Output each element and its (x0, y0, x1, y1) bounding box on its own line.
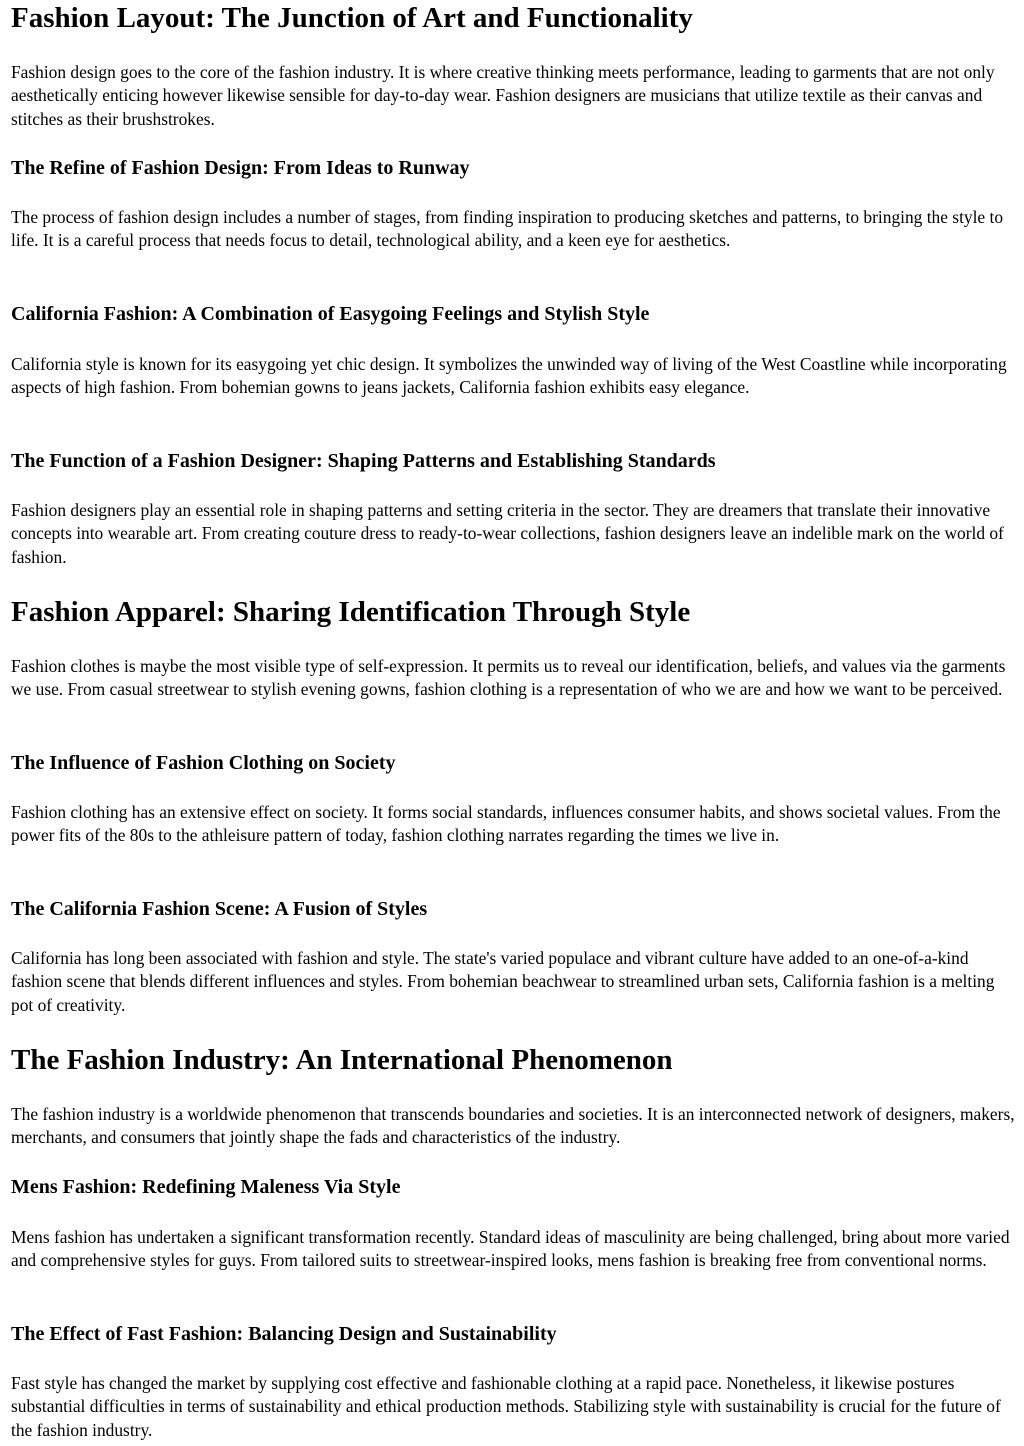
subsection-paragraph: California has long been associated with fashion and style. The state's varied populace and vibrant culture have added to an one-of-a-kind fashion scene that blends different influences and styles. From bohemian beachwear to streamlined urban sets, California fashion is a melting pot of creativity. (11, 948, 995, 1015)
section-heading: Fashion Layout: The Junction of Art and Functionality (11, 2, 693, 34)
section-paragraph: Fashion clothes is maybe the most visible type of self-expression. It permits us to reveal our identification, beliefs, and values via the garments we use. From casual streetwear to stylish evening gowns, fashion clothing is a representation of who we are and how we want to be perceived. (11, 656, 1006, 700)
subsection-heading: The Effect of Fast Fashion: Balancing Design and Sustainability (11, 1323, 557, 1345)
subsection-heading: The Refine of Fashion Design: From Ideas to Runway (11, 157, 470, 179)
subsection-paragraph: Fashion clothing has an extensive effect on society. It forms social standards, influences consumer habits, and shows societal values. From the power fits of the 80s to the athleisure pattern of today, fashion clothing narrates regarding the times we live in. (11, 802, 1001, 846)
subsection-heading: Mens Fashion: Redefining Maleness Via Style (11, 1176, 401, 1198)
section-heading: Fashion Apparel: Sharing Identification Through Style (11, 596, 691, 628)
subsection-paragraph: California style is known for its easygoing yet chic design. It symbolizes the unwinded way of living of the West Coastline while incorporating aspects of high fashion. From bohemian gowns to jeans jackets, California fashion exhibits easy elegance. (11, 354, 1007, 398)
section-heading: The Fashion Industry: An International Phenomenon (11, 1044, 673, 1076)
subsection-paragraph: Fast style has changed the market by supplying cost effective and fashionable clothing at a rapid pace. Nonetheless, it likewise postures substantial difficulties in terms of sustainability and ethical production methods. Stabilizing style with sustainability is crucial for the future of the fashion industry. (11, 1373, 1001, 1440)
subsection-paragraph: Mens fashion has undertaken a significant transformation recently. Standard ideas of masculinity are being challenged, bring about more varied and comprehensive styles for guys. From tailored suits to streetwear-inspired looks, mens fashion is breaking free from conventional norms. (11, 1227, 1010, 1271)
subsection-paragraph: Fashion designers play an essential role in shaping patterns and setting criteria in the sector. They are dreamers that translate their innovative concepts into wearable art. From creating couture dress to ready-to-wear collections, fashion designers leave an indelible mark on the world of fashion. (11, 500, 1004, 567)
subsection-paragraph: The process of fashion design includes a number of stages, from finding inspiration to producing sketches and patterns, to bringing the style to life. It is a careful process that needs focus to detail, technological ability, and a keen eye for aesthetics. (11, 207, 1004, 251)
subsection-heading: California Fashion: A Combination of Easygoing Feelings and Stylish Style (11, 303, 650, 325)
subsection-heading: The Influence of Fashion Clothing on Society (11, 752, 396, 774)
subsection-heading: The Function of a Fashion Designer: Shaping Patterns and Establishing Standards (11, 450, 716, 472)
subsection-heading: The California Fashion Scene: A Fusion of Styles (11, 898, 428, 920)
section-paragraph: The fashion industry is a worldwide phenomenon that transcends boundaries and societies. It is an interconnected network of designers, makers, merchants, and consumers that jointly shape the fads and characteristics of the industry. (11, 1104, 1015, 1148)
section-paragraph: Fashion design goes to the core of the fashion industry. It is where creative thinking meets performance, leading to garments that are not only aesthetically enticing however likewise sensible for day-to-day wear. Fashion designers are musicians that utilize textile as their canvas and stitches as their brushstrokes. (11, 62, 995, 129)
